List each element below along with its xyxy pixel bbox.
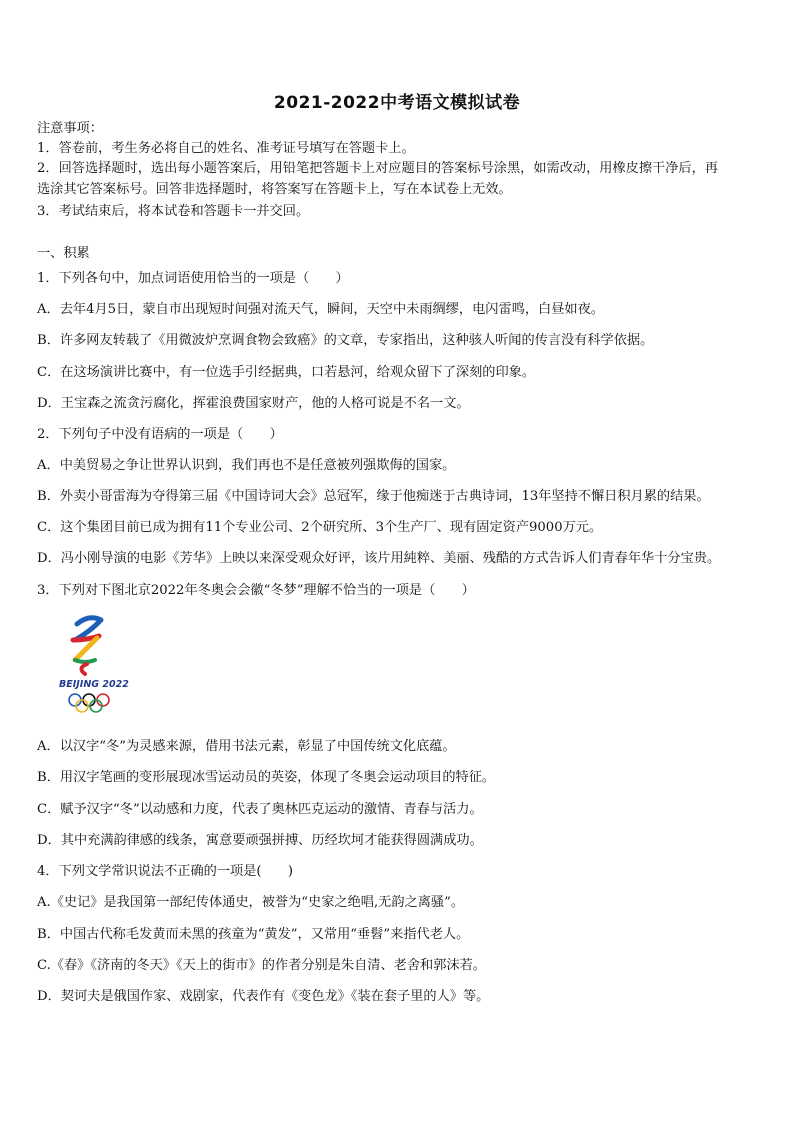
option-a: A.《史记》是我国第一部纪传体通史，被誉为“史家之绝唱,无韵之离骚”。 [37,895,465,910]
question-stem: 3．下列对下图北京2022年冬奥会会徽“冬梦”理解不恰当的一项是（ ） [37,583,475,598]
option-b: B．用汉字笔画的变形展现冰雪运动员的英姿，体现了冬奥会运动项目的特征。 [37,770,496,785]
option-b: B．外卖小哥雷海为夺得第三届《中国诗词大会》总冠军，缘于他痴迷于古典诗词，13年坚持不懈日积月累的结果。 [37,489,710,504]
question-stem: 4．下列文学常识说法不正确的一项是( ) [37,864,294,879]
option-c: C．这个集团目前已成为拥有11个专业公司、2个研究所、3个生产厂、现有固定资产9000万元。 [37,520,603,535]
option-d: D．其中充满韵律感的线条，寓意要顽强拼搏、历经坎坷才能获得圆满成功。 [37,833,483,848]
notice-heading: 注意事项： [37,121,103,136]
notice-item: 1．答卷前，考生务必将自己的姓名、准考证号填写在答题卡上。 [37,141,415,156]
notice-item: 2．回答选择题时，选出每小题答案后，用铅笔把答题卡上对应题目的答案标号涂黑，如需改动，用橡皮擦干净后，再 [37,161,718,176]
option-a: A．以汉字“冬”为灵感来源，借用书法元素，彰显了中国传统文化底蕴。 [37,739,456,754]
option-c: C．在这场演讲比赛中，有一位选手引经据典，口若悬河，给观众留下了深刻的印象。 [37,365,536,380]
section-heading: 一、积累 [37,246,90,261]
option-a: A．去年4月5日，蒙自市出现短时间强对流天气，瞬间，天空中未雨绸缪，电闪雷鸣，白昼如夜。 [37,302,604,317]
option-d: D．冯小刚导演的电影《芳华》上映以来深受观众好评，该片用純粹、美丽、残酷的方式告诉人们青春年华十分宝贵。 [37,551,721,566]
option-a: A．中美贸易之争让世界认识到，我们再也不是任意被列强欺侮的国家。 [37,458,456,473]
logo-text: BEIJING 2022 [59,679,129,690]
option-c: C.《春》《济南的冬天》《天上的街市》的作者分别是朱自清、老舍和郭沫若。 [37,958,486,973]
option-d: D．王宝森之流贪污腐化，挥霍浪费国家财产，他的人格可说是不名一文。 [37,396,470,411]
question-stem: 1．下列各句中，加点词语使用恰当的一项是（ ） [37,271,349,286]
page-title: 2021-2022中考语文模拟试卷 [273,93,521,113]
notice-item: 3．考试结束后，将本试卷和答题卡一并交回。 [37,204,310,219]
notice-item: 选涂其它答案标号。回答非选择题时，将答案写在答题卡上，写在本试卷上无效。 [37,182,512,197]
option-d: D．契诃夫是俄国作家、戏剧家，代表作有《变色龙》《装在套子里的人》等。 [37,989,490,1004]
beijing-2022-emblem [55,610,135,718]
option-c: C．赋予汉字“冬”以动感和力度，代表了奥林匹克运动的激情、青春与活力。 [37,802,483,817]
option-b: B．中国古代称毛发黄而未黑的孩童为“黄发”，又常用“垂髫”来指代老人。 [37,927,470,942]
question-stem: 2．下列句子中没有语病的一项是（ ） [37,427,283,442]
option-b: B．许多网友转载了《用微波炉烹调食物会致癌》的文章，专家指出，这种骇人听闻的传言没有科学依据。 [37,333,654,348]
